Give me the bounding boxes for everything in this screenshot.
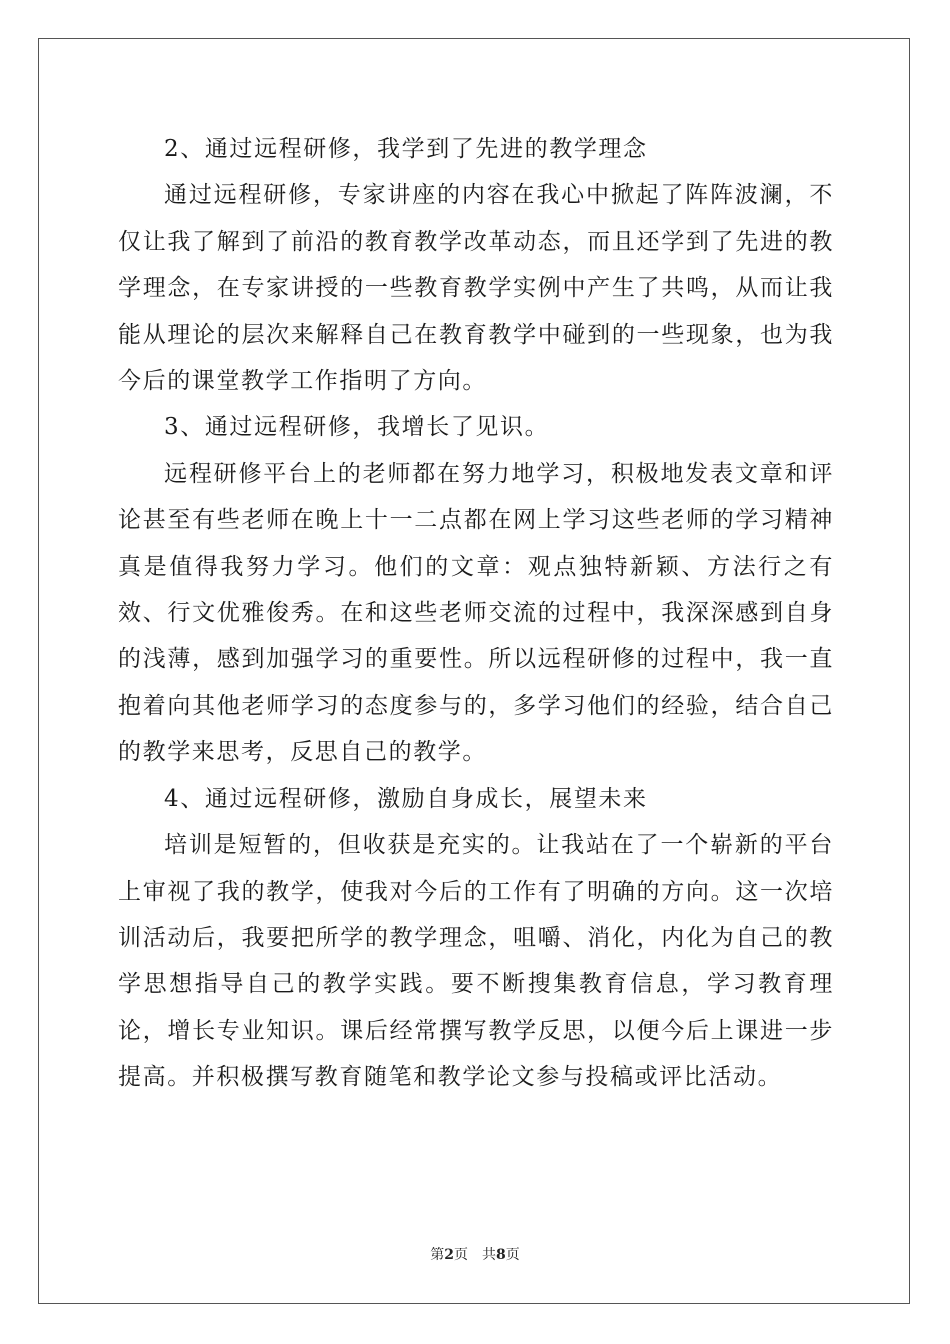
section-heading-4: 4、通过远程研修，激励自身成长，展望未来 — [164, 785, 648, 812]
body-paragraph: 培训是短暂的，但收获是充实的。让我站在了一个崭新的平台上审视了我的教学，使我对今后的工作有了明确的方向。这一次培训活动后，我要把所学的教学理念，咀嚼、消化，内化为自己的教学思想指导自己的教学实践。要不断搜集教育信息，学习教育理论，增长专业知识。课后经常撰写教学反思，以便今后上课进一步提高。并积极撰写教育随笔和教学论文参与投稿或评比活动。 — [118, 832, 834, 1091]
page-total-number: 8 — [496, 1247, 506, 1263]
total-prefix: 共 — [482, 1247, 496, 1263]
section-heading-3: 3、通过远程研修，我增长了见识。 — [164, 414, 550, 441]
body-paragraph: 通过远程研修，专家讲座的内容在我心中掀起了阵阵波澜，不仅让我了解到了前沿的教育教学改革动态，而且还学到了先进的教学理念，在专家讲授的一些教育教学实例中产生了共鸣，从而让我能从理论的层次来解释自己在教育教学中碰到的一些现象，也为我今后的课堂教学工作指明了方向。 — [118, 182, 834, 395]
page-prefix: 第 — [430, 1247, 445, 1263]
section-heading-2: 2、通过远程研修，我学到了先进的教学理念 — [164, 136, 648, 162]
page-suffix: 页 — [454, 1247, 468, 1263]
page-footer — [0, 1244, 950, 1264]
document-body — [118, 126, 834, 1101]
body-paragraph: 远程研修平台上的老师都在努力地学习，积极地发表文章和评论甚至有些老师在晚上十一二点都在网上学习这些老师的学习精神真是值得我努力学习。他们的文章：观点独特新颖、方法行之有效、行文优雅俊秀。在和这些老师交流的过程中，我深深感到自身的浅薄，感到加强学习的重要性。所以远程研修的过程中，我一直抱着向其他老师学习的态度参与的，多学习他们的经验，结合自己的教学来思考，反思自己的教学。 — [118, 460, 834, 766]
page-current-number: 2 — [444, 1247, 454, 1263]
total-suffix: 页 — [505, 1247, 520, 1263]
